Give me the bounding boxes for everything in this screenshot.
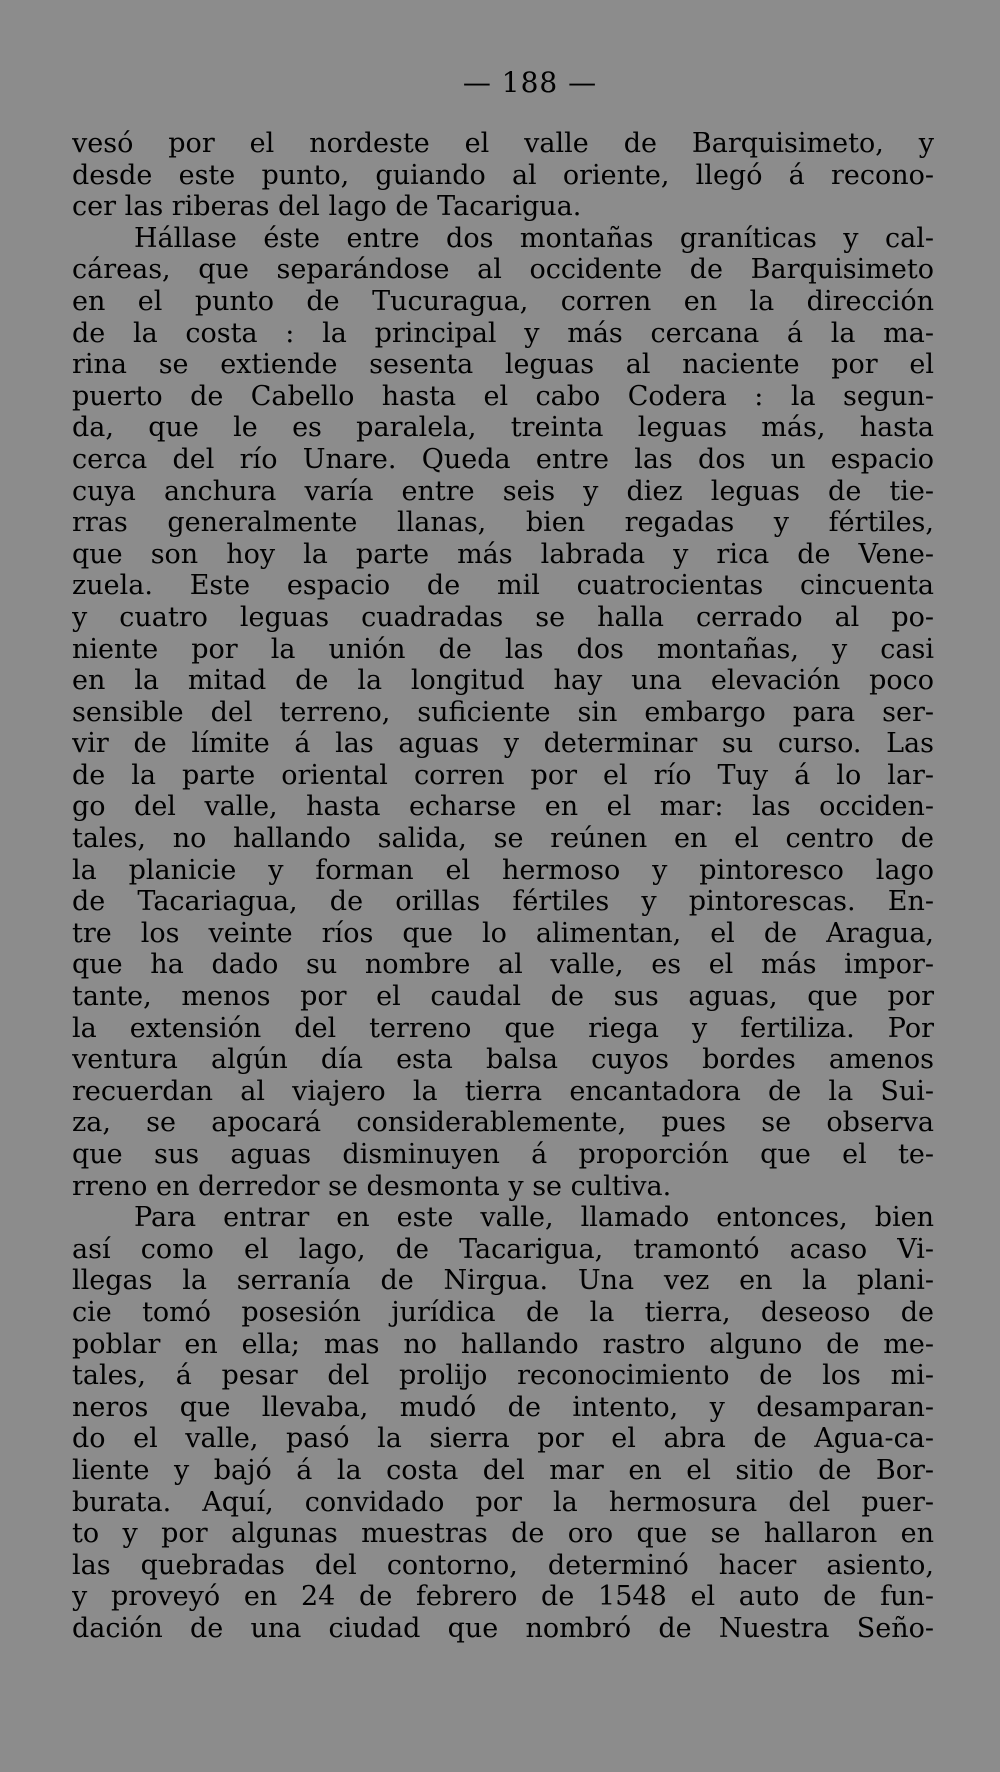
text-line: da, que le es paralela, treinta leguas más, hasta xyxy=(72,412,934,444)
text-line: la planicie y forman el hermoso y pintoresco lago xyxy=(72,854,934,886)
text-line: llegas la serranía de Nirgua. Una vez en la plani- xyxy=(72,1265,934,1297)
text-line: za, se apocará considerablemente, pues se observa xyxy=(72,1107,934,1139)
text-line: Para entrar en este valle, llamado entonces, bien xyxy=(134,1202,934,1234)
text-line: la extensión del terreno que riega y fertiliza. Por xyxy=(72,1012,934,1044)
text-line: cie tomó posesión jurídica de la tierra, deseoso de xyxy=(72,1296,934,1328)
text-line: de Tacariagua, de orillas fértiles y pintorescas. En- xyxy=(72,886,934,918)
text-line: que sus aguas disminuyen á proporción que el te- xyxy=(72,1139,934,1170)
text-line: liente y bajó á la costa del mar en el sitio de Bor- xyxy=(72,1454,934,1486)
text-line: rras generalmente llanas, bien regadas y fértiles, xyxy=(72,507,934,539)
text-line: tales, á pesar del prolijo reconocimiento de los mi- xyxy=(72,1360,934,1392)
text-line: go del valle, hasta echarse en el mar: las occiden- xyxy=(72,791,934,823)
text-line: las quebradas del contorno, determinó hacer asiento, xyxy=(72,1549,934,1581)
text-line: do el valle, pasó la sierra por el abra de Agua-ca- xyxy=(72,1423,934,1455)
text-line: y cuatro leguas cuadradas se halla cerrado al po- xyxy=(72,601,934,633)
text-line: to y por algunas muestras de oro que se hallaron en xyxy=(72,1518,934,1550)
text-line: tre los veinte ríos que lo alimentan, el de Aragua, xyxy=(72,917,934,949)
text-line: dación de una ciudad que nombró de Nuestra Seño- xyxy=(72,1612,934,1644)
text-line: vir de límite á las aguas y determinar su curso. Las xyxy=(72,728,934,760)
text-line: zuela. Este espacio de mil cuatrocientas cincuenta xyxy=(72,570,934,602)
text-line: desde este punto, guiando al oriente, llegó á recono- xyxy=(72,159,934,191)
text-line: en la mitad de la longitud hay una elevación poco xyxy=(72,665,934,697)
text-line: cuya anchura varía entre seis y diez leguas de tie- xyxy=(72,475,934,507)
text-line: y proveyó en 24 de febrero de 1548 el auto de fun- xyxy=(72,1581,934,1613)
text-line: así como el lago, de Tacarigua, tramontó acaso Vi- xyxy=(72,1233,934,1265)
text-line: puerto de Cabello hasta el cabo Codera : la segun- xyxy=(72,380,934,412)
text-line: neros que llevaba, mudó de intento, y desamparan- xyxy=(72,1391,934,1423)
text-line: poblar en ella; mas no hallando rastro alguno de me- xyxy=(72,1328,934,1360)
text-line: tante, menos por el caudal de sus aguas, que por xyxy=(72,981,934,1013)
body-text xyxy=(72,128,934,1645)
text-line: rina se extiende sesenta leguas al naciente por el xyxy=(72,349,934,381)
text-line: Hállase éste entre dos montañas graníticas y cal- xyxy=(134,222,934,254)
page-number: — 188 — xyxy=(462,66,598,99)
text-line: cer las riberas del lago de Tacarigua. xyxy=(72,191,582,223)
text-line: burata. Aquí, convidado por la hermosura del puer- xyxy=(72,1486,934,1518)
text-line: sensible del terreno, suficiente sin embargo para ser- xyxy=(72,696,934,728)
text-line: de la costa : la principal y más cercana á la ma- xyxy=(72,317,934,349)
text-line: cerca del río Unare. Queda entre las dos un espacio xyxy=(72,443,934,475)
text-line: niente por la unión de las dos montañas, y casi xyxy=(72,633,934,665)
text-line: cáreas, que separándose al occidente de Barquisimeto xyxy=(72,254,934,286)
text-line: que son hoy la parte más labrada y rica de Vene- xyxy=(72,538,934,570)
text-line: vesó por el nordeste el valle de Barquisimeto, y xyxy=(72,128,934,159)
text-line: rreno en derredor se desmonta y se cultiva. xyxy=(72,1170,672,1202)
text-line: ventura algún día esta balsa cuyos bordes amenos xyxy=(72,1044,934,1076)
text-line: recuerdan al viajero la tierra encantadora de la Sui- xyxy=(72,1075,934,1107)
text-line: en el punto de Tucuragua, corren en la dirección xyxy=(72,285,934,317)
text-line: tales, no hallando salida, se reúnen en el centro de xyxy=(72,823,934,855)
text-line: que ha dado su nombre al valle, es el más impor- xyxy=(72,949,934,981)
text-line: de la parte oriental corren por el río Tuy á lo lar- xyxy=(72,759,934,791)
